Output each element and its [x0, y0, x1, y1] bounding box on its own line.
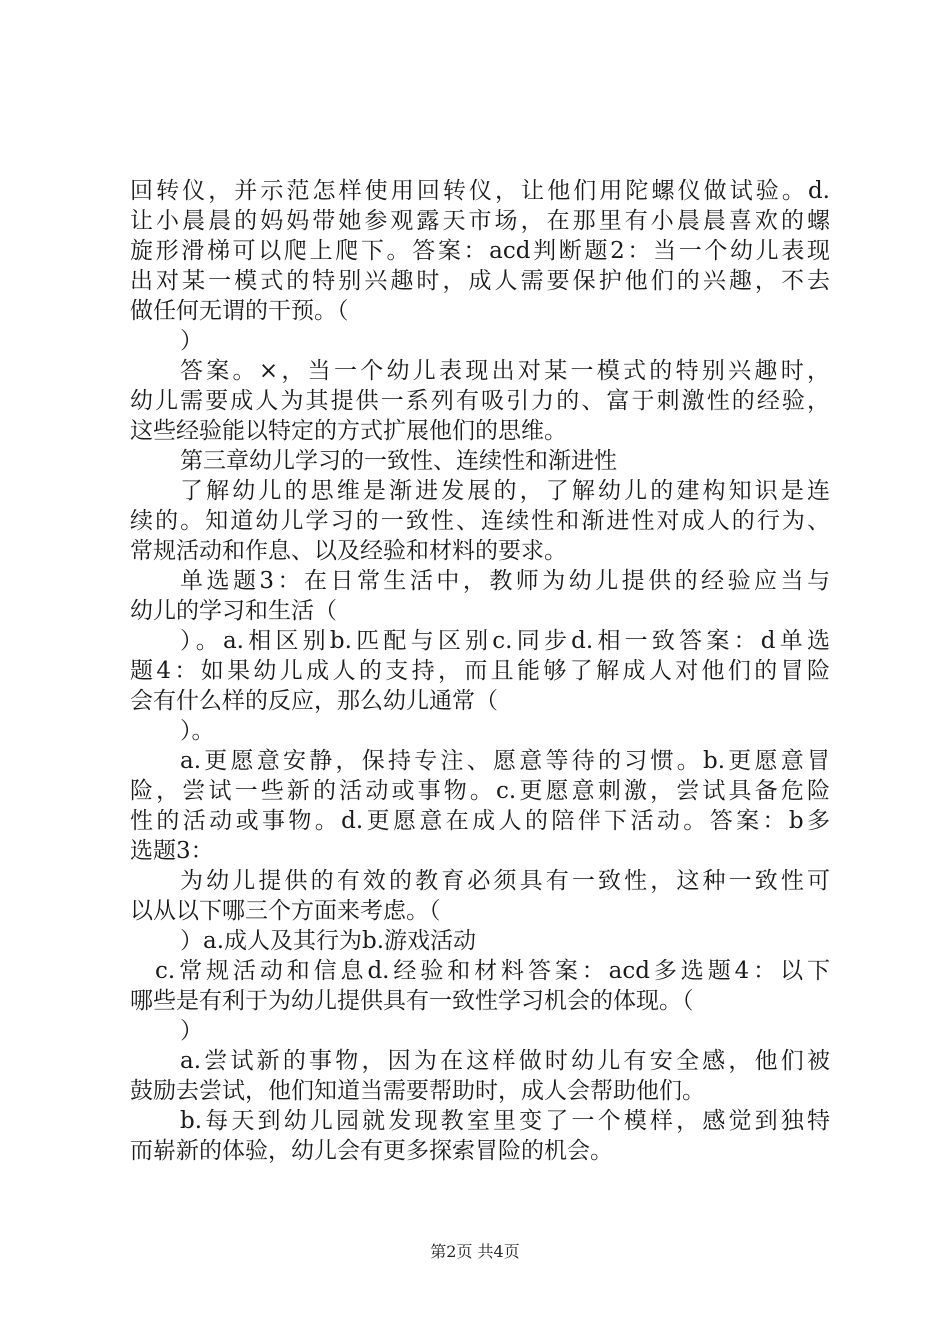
text-line: 让小晨晨的妈妈带她参观露天市场，在那里有小晨晨喜欢的螺 — [130, 208, 830, 234]
text-line: 题4：如果幼儿成人的支持，而且能够了解成人对他们的冒险 — [130, 658, 830, 684]
text-line: ）a.成人及其行为b.游戏活动 — [180, 928, 477, 954]
text-line: 常规活动和作息、以及经验和材料的要求。 — [130, 538, 567, 564]
text-line: 单选题3：在日常生活中，教师为幼儿提供的经验应当与 — [180, 568, 830, 594]
text-line: 而崭新的体验，幼儿会有更多探索冒险的机会。 — [130, 1138, 613, 1164]
text-line: 了解幼儿的思维是渐进发展的，了解幼儿的建构知识是连 — [180, 478, 830, 504]
text-line: 选题3： — [130, 838, 214, 864]
text-line: 哪些是有利于为幼儿提供具有一致性学习机会的体现。（ — [130, 988, 694, 1014]
text-line: c.常规活动和信息d.经验和材料答案：acd多选题4：以下 — [155, 958, 830, 984]
text-line: ）。a.相区别b.匹配与区别c.同步d.相一致答案：d单选 — [180, 628, 830, 654]
text-line: 回转仪，并示范怎样使用回转仪，让他们用陀螺仪做试验。d. — [130, 178, 830, 204]
text-line: 幼儿需要成人为其提供一系列有吸引力的、富于刺激性的经验， — [130, 388, 830, 414]
text-line: a.更愿意安静，保持专注、愿意等待的习惯。b.更愿意冒 — [180, 748, 830, 774]
page-number-footer: 第2页 共4页 — [430, 1242, 520, 1261]
page-body — [130, 176, 830, 1166]
text-line: 以从以下哪三个方面来考虑。（ — [130, 898, 441, 924]
text-line: 为幼儿提供的有效的教育必须具有一致性，这种一致性可 — [180, 868, 830, 894]
chapter-heading: 第三章幼儿学习的一致性、连续性和渐进性 — [180, 448, 617, 474]
text-line: 答案。×，当一个幼儿表现出对某一模式的特别兴趣时， — [180, 358, 830, 384]
text-line: 这些经验能以特定的方式扩展他们的思维。 — [130, 418, 567, 444]
text-line: 险，尝试一些新的活动或事物。c.更愿意刺激，尝试具备危险 — [130, 778, 830, 804]
text-line: ） — [180, 1018, 203, 1044]
text-line: ）。 — [180, 718, 215, 744]
text-line: ） — [180, 328, 203, 354]
text-line: a.尝试新的事物，因为在这样做时幼儿有安全感，他们被 — [180, 1048, 830, 1074]
text-line: 出对某一模式的特别兴趣时，成人需要保护他们的兴趣，不去 — [130, 268, 830, 294]
text-line: 旋形滑梯可以爬上爬下。答案：acd判断题2：当一个幼儿表现 — [130, 238, 830, 264]
text-line: 鼓励去尝试，他们知道当需要帮助时，成人会帮助他们。 — [130, 1078, 705, 1104]
text-line: 做任何无谓的干预。（ — [130, 298, 349, 324]
text-line: 续的。知道幼儿学习的一致性、连续性和渐进性对成人的行为、 — [130, 508, 830, 534]
text-line: 会有什么样的反应，那么幼儿通常（ — [130, 688, 498, 714]
text-line: 性的活动或事物。d.更愿意在成人的陪伴下活动。答案：b多 — [130, 808, 830, 834]
text-line: b.每天到幼儿园就发现教室里变了一个模样，感觉到独特 — [180, 1108, 830, 1134]
text-line: 幼儿的学习和生活（ — [130, 598, 337, 624]
